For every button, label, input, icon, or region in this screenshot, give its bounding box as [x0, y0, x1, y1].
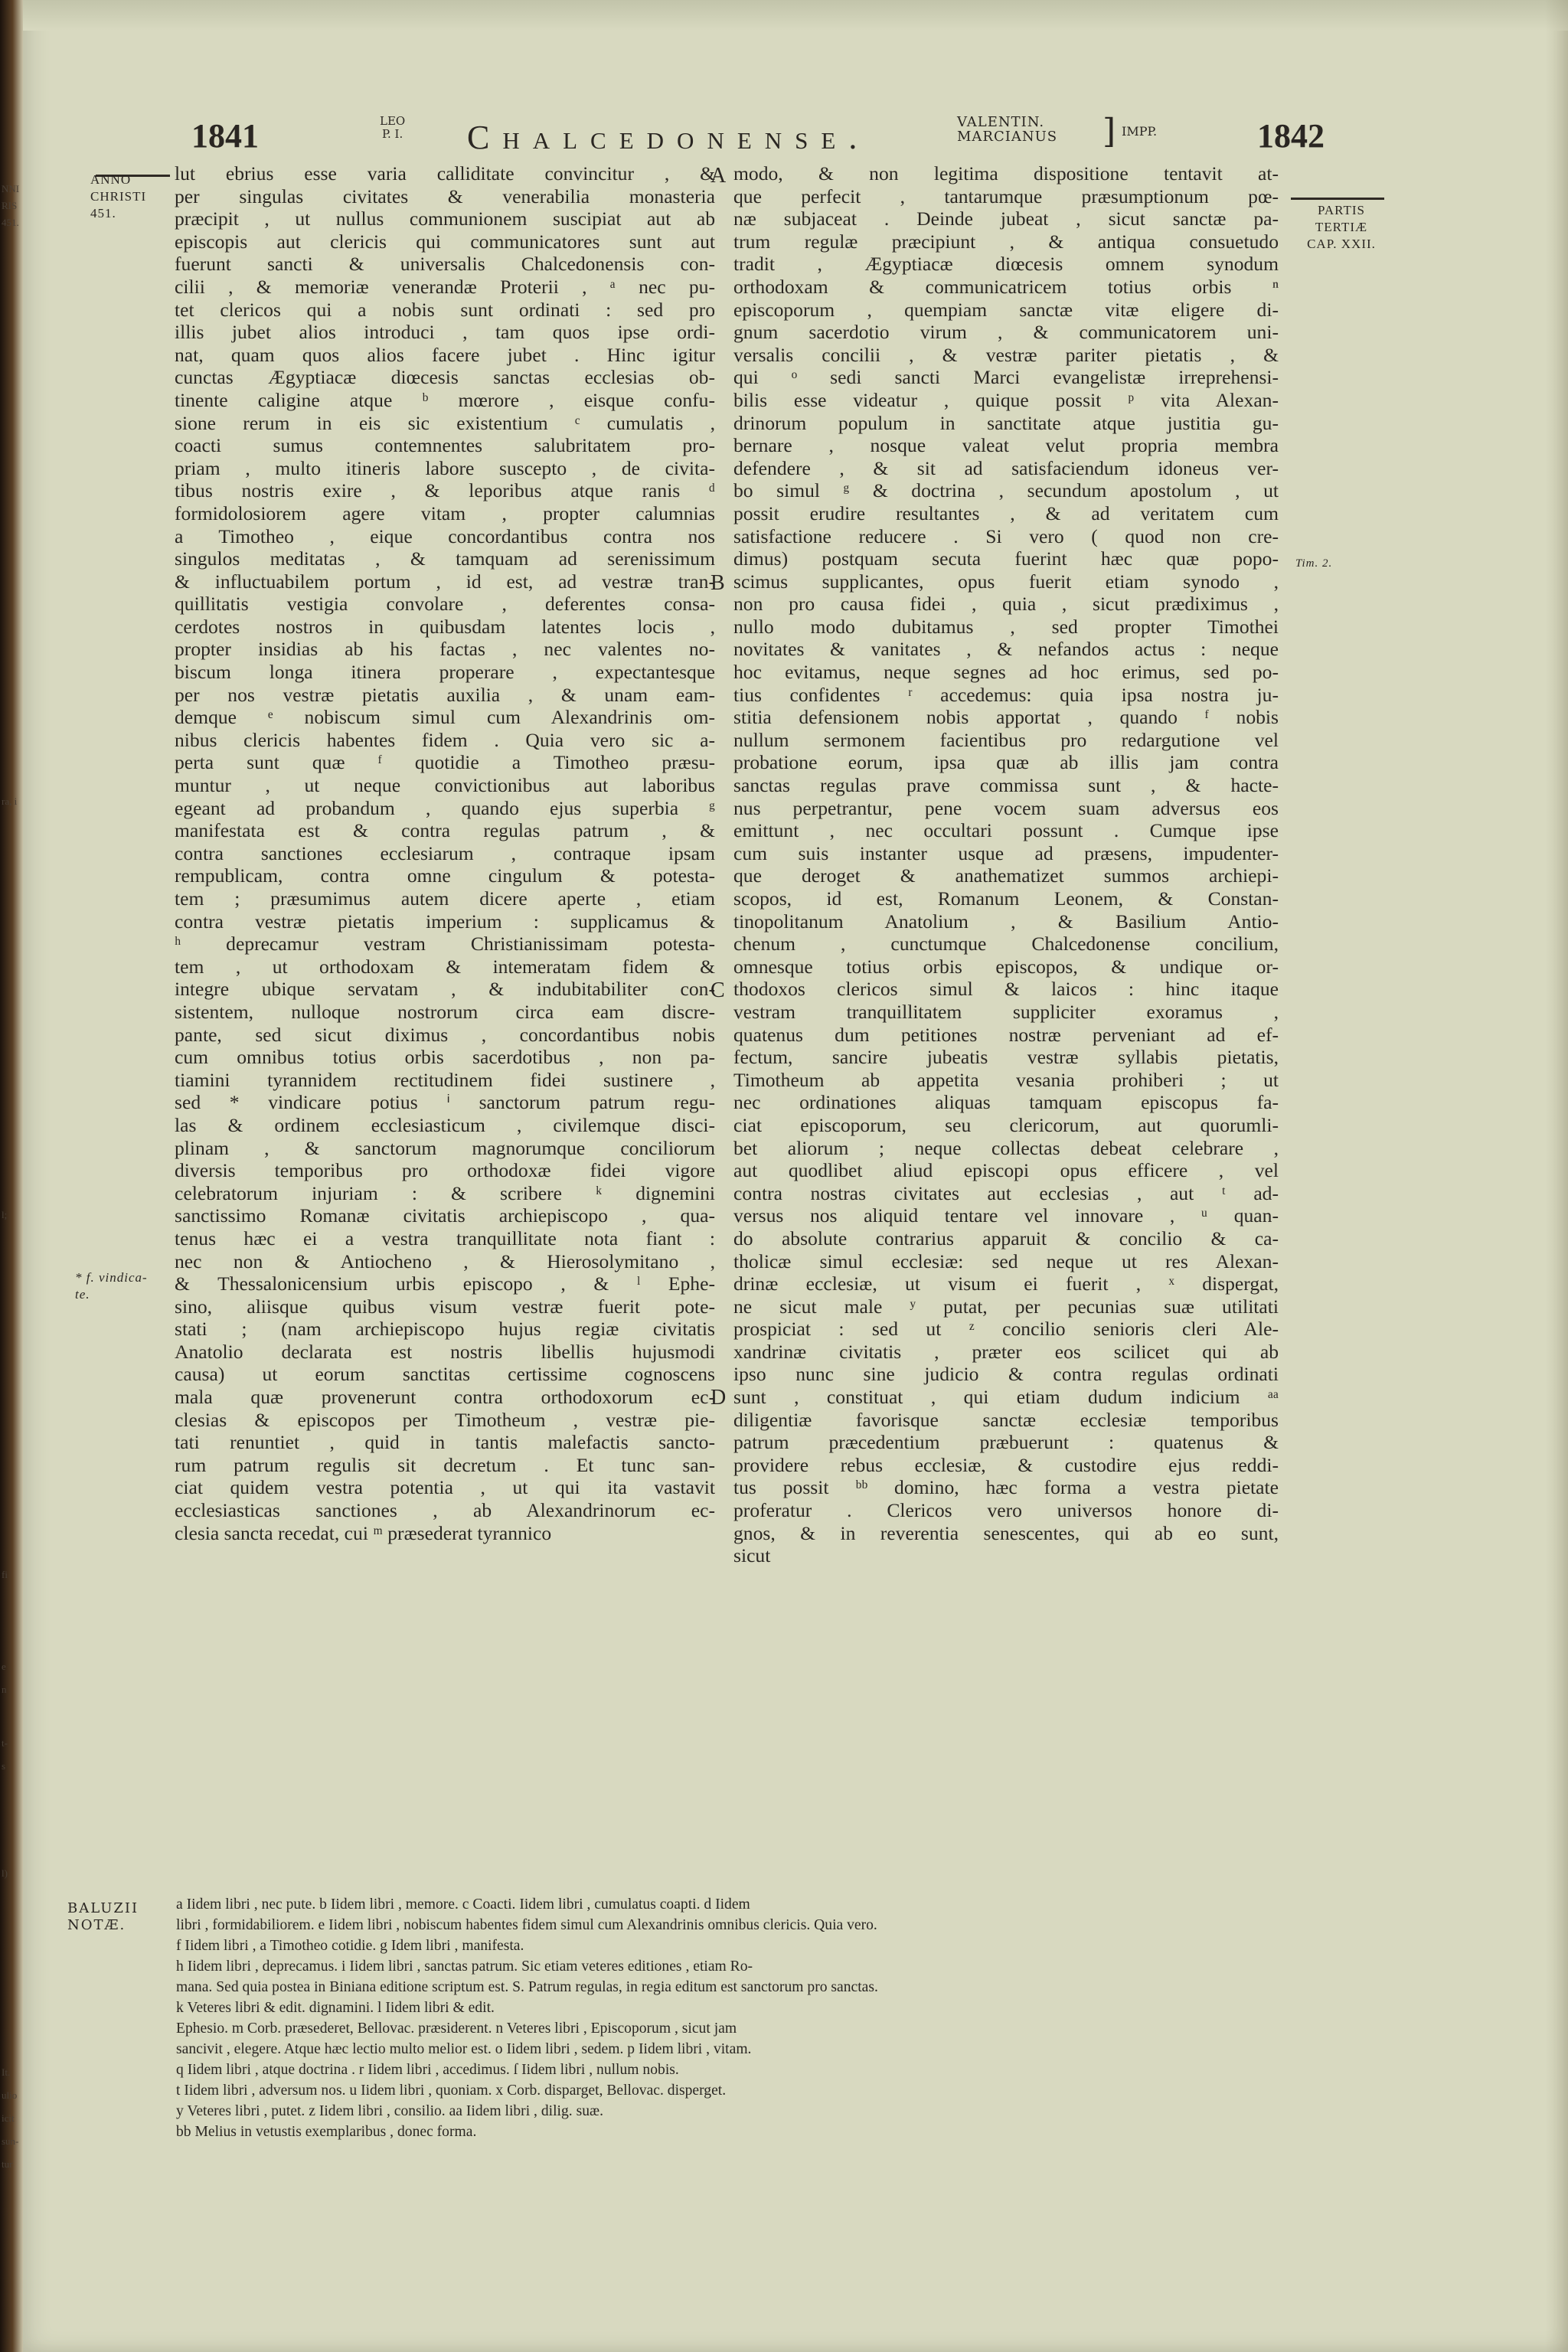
page-number-right: 1842 [1257, 117, 1325, 155]
text-line: orthodoxam & communicatricem totius orbis ⁿ [733, 275, 1279, 298]
text-line: nullo modo dubitamus , sed propter Timothei [733, 615, 1279, 638]
text-line: dimus) postquam secuta fuerint hæc quæ popo- [733, 547, 1279, 570]
text-line: probatione eorum, ipsa quæ ab illis jam contra [733, 751, 1279, 774]
left-text-column [175, 162, 715, 1544]
text-line: per singulas civitates & venerabilia monasteria [175, 185, 715, 207]
text-line: sanctissimo Romanæ civitatis archiepiscopo , qua- [175, 1204, 715, 1227]
text-line: clesias & episcopos per Timotheum , vestræ pie- [175, 1408, 715, 1431]
margin-line: * f. vindica- [75, 1270, 148, 1285]
leo-line: P. I. [381, 127, 403, 141]
text-line: celebratorum injuriam : & scribere ᵏ dignemini [175, 1181, 715, 1204]
text-line: stati ; (nam archiepiscopo hujus regiæ civitatis [175, 1318, 715, 1341]
text-line: formidolosiorem agere vitam , propter calumnias [175, 501, 715, 524]
text-line: tiamini tyrannidem rectitudinem fidei sustinere , [175, 1068, 715, 1091]
text-line: ciat episcoporum, seu clericorum, aut quorumli- [733, 1113, 1279, 1136]
text-line: Timotheum ab appetita vesania prohiberi ; ut [733, 1068, 1279, 1091]
text-line: singulos meditatas , & tamquam ad serenissimum [175, 547, 715, 570]
leo-line: LEO [380, 114, 406, 128]
spine-text: n [2, 1684, 7, 1695]
text-line: propter insidias ab his factas , nec valentes no- [175, 638, 715, 661]
notes-heading-line: NOTÆ. [67, 1917, 126, 1933]
text-line: que perfecit , tantarumque præsumptionum pœ- [733, 185, 1279, 207]
text-line: plinam , & sanctorum magnorumque conciliorum [175, 1136, 715, 1159]
text-line: fectum, sancire jubeatis vestræ syllabis pietatis, [733, 1046, 1279, 1069]
text-line: tenus hæc ei a vestra tranquillitate nota fiant : [175, 1227, 715, 1250]
text-line: proferatur . Clericos vero universos honore di- [733, 1499, 1279, 1522]
text-line: possit erudire resultantes , & ad veritatem cum [733, 501, 1279, 524]
text-line: patrum præcedentium præbuerunt : quatenus & [733, 1431, 1279, 1454]
text-line: hoc evitamus, neque segnes ad hoc erimus, sed po- [733, 661, 1279, 684]
text-line: chenum , cunctumque Chalcedonense concilium, [733, 933, 1279, 956]
text-line: las & ordinem ecclesiasticum , civilemque disci- [175, 1113, 715, 1136]
page-top-edge [23, 0, 1568, 31]
text-line: egeant ad probandum , quando ejus superbia ᵍ [175, 796, 715, 819]
text-line: episcopis aut clericis qui communicatores sunt aut [175, 230, 715, 253]
text-line: defendere , & sit ad satisfaciendum idoneus ver- [733, 456, 1279, 479]
text-line: gnum sacerdotio virum , & communicatorem uni- [733, 321, 1279, 344]
text-line: sino, aliisque quibus visum vestræ fuerit pote- [175, 1295, 715, 1318]
text-line: illis jubet alios introduci , tam quos ipse ordi- [175, 321, 715, 344]
text-line: clesia sancta recedat, cui ᵐ præsederat tyrannico [175, 1521, 552, 1544]
text-line: nat, quam quos alios facere jubet . Hinc igitur [175, 343, 715, 366]
footnote-line: mana. Sed quia postea in Biniana editione scriptum est. S. Patrum regulas, in regia editum est sanctorum pro sanctas. [176, 1979, 878, 1995]
text-line: contra sanctiones ecclesiarum , contraque ipsam [175, 841, 715, 864]
text-line: sistentem, nulloque nostrorum circa eam discre- [175, 1000, 715, 1023]
text-line: emittunt , nec occultari possunt . Cumque ipse [733, 819, 1279, 842]
section-letter: C [710, 978, 725, 1002]
footnote-line: a Iidem libri , nec pute. b Iidem libri , memore. c Coacti. Iidem libri , cumulatus coapti. d Iidem [176, 1896, 750, 1913]
section-letter: A [710, 164, 727, 188]
text-line: quatenus dum petitiones nostræ perveniant ad ef- [733, 1023, 1279, 1046]
text-line: causa) ut eorum sanctitas certissime cognoscens [175, 1363, 715, 1386]
margin-line: te. [75, 1287, 90, 1302]
text-line: trum regulæ præcipiunt , & antiqua consuetudo [733, 230, 1279, 253]
notes-heading [67, 1900, 139, 1934]
margin-line: TERTIÆ [1315, 220, 1368, 234]
text-line: nibus clericis habentes fidem . Quia vero sic a- [175, 728, 715, 751]
page-number-left: 1841 [191, 117, 259, 155]
text-line: omnesque totius orbis episcopos, & undique or- [733, 955, 1279, 978]
spine-text: e [2, 1661, 6, 1672]
margin-line: CHRISTI [90, 189, 147, 204]
emperor-line: VALENTIN. [957, 114, 1045, 130]
text-line: tinopolitanum Anatolium , & Basilium Antio- [733, 910, 1279, 933]
margin-note-tim: Tim. 2. [1295, 557, 1333, 570]
footnote-line: y Veteres libri , putet. z Iidem libri , consilio. aa Iidem libri , dilig. suæ. [176, 2103, 603, 2119]
text-line: ipso nunc sine judicio & contra regulas ordinati [733, 1363, 1279, 1386]
spine-text: ra, i [2, 796, 18, 807]
text-line: xandrinæ civitatis , præter eos scilicet qui ab [733, 1340, 1279, 1363]
text-line: satisfactione reducere . Si vero ( quod non cre- [733, 524, 1279, 547]
spine-text: icit [2, 2113, 15, 2124]
text-line: contra nostras civitates aut ecclesias , aut ᵗ ad- [733, 1181, 1279, 1204]
notes-heading-line: BALUZII [67, 1900, 139, 1916]
book-page [23, 0, 1568, 2352]
footnote-line: sancivit , elegere. Atque hæc lectio multo melior est. o Iidem libri , sedem. p Iidem libri , vitam. [176, 2041, 752, 2057]
text-line: mala quæ provenerunt contra orthodoxorum ec- [175, 1386, 715, 1409]
text-line: tati renuntiet , quid in tantis malefactis sancto- [175, 1431, 715, 1454]
text-line: a Timotheo , eique concordantibus contra nos [175, 524, 715, 547]
text-line: pante, sed sicut diximus , concordantibus nobis [175, 1023, 715, 1046]
text-line: do absolute contrarius apparuit & concilio & ca- [733, 1227, 1279, 1250]
margin-rule-right [1291, 198, 1384, 200]
spine-text: fi [2, 1570, 8, 1580]
text-line: & Thessalonicensium urbis episcopo , & ˡ Ephe- [175, 1272, 715, 1295]
text-line: cunctas Ægyptiacæ diœcesis sanctas ecclesias ob- [175, 366, 715, 389]
section-letter: D [710, 1386, 727, 1410]
text-line: ciat quidem vestra potentia , ut qui ita vastavit [175, 1476, 715, 1499]
running-head-emperors [957, 115, 1057, 144]
text-line: per nos vestræ pietatis auxilia , & unam eam- [175, 683, 715, 706]
text-line: modo, & non legitima dispositione tentavit at- [733, 162, 1279, 185]
text-line: vestram tranquillitatem suppliciter exoramus , [733, 1000, 1279, 1023]
text-line: thodoxos clericos simul & laicos : hinc itaque [733, 978, 1279, 1001]
book-spine [0, 0, 23, 2352]
text-line: nec non & Antiocheno , & Hierosolymitano , [175, 1250, 715, 1272]
text-line: non pro causa fidei , quia , sicut prædiximus , [733, 593, 1279, 616]
text-line: nec ordinationes aliquas tamquam episcopus fa- [733, 1091, 1279, 1114]
spine-text: NNI [2, 184, 20, 194]
text-line: sed * vindicare potius ⁱ sanctorum patrum regu- [175, 1091, 715, 1114]
text-line: bo simul ᵍ & doctrina , secundum apostolum , ut [733, 479, 1279, 502]
text-line: tholicæ simul ecclesiæ: sed neque ut res Alexan- [733, 1250, 1279, 1272]
footnote-line: k Veteres libri & edit. dignamini. l Iidem libri & edit. [176, 2000, 495, 2016]
text-line: bernare , nosque valeat velut propria membra [733, 434, 1279, 457]
emperor-line: MARCIANUS [957, 129, 1058, 145]
text-line: versalis concilii , & vestræ pariter pietatis , & [733, 343, 1279, 366]
footnote-line: h Iidem libri , deprecamus. i Iidem libri , sanctas patrum. Sic etiam veteres editiones , etiam Ro- [176, 1958, 753, 1975]
margin-note-partis [1295, 202, 1387, 253]
text-line: integre ubique servatam , & indubitabiliter con- [175, 978, 715, 1001]
spine-text: ulio [2, 2090, 18, 2101]
text-line: tus possit ᵇᵇ domino, hæc forma a vestra pietate [733, 1476, 1279, 1499]
running-head-leo [380, 115, 405, 141]
text-line: perta sunt quæ ᶠ quotidie a Timotheo præsu- [175, 751, 715, 774]
spine-text: l) [2, 1868, 8, 1879]
text-line: novitates & vanitates , & nefandos actus : neque [733, 638, 1279, 661]
text-line: scopos, id est, Romanum Leonem, & Constan- [733, 887, 1279, 910]
spine-text: tur [2, 2159, 13, 2170]
text-line: cerdotes nostros in quibusdam latentes locis , [175, 615, 715, 638]
margin-line: 451. [90, 206, 116, 220]
running-head-bracket: ] [1102, 112, 1116, 151]
text-line: que deroget & anathematizet summos archiepi- [733, 864, 1279, 887]
text-line: aut quodlibet aliud episcopi opus efficere , vel [733, 1159, 1279, 1182]
margin-note-vindicate [75, 1269, 167, 1303]
right-text-column [733, 162, 1279, 1567]
running-head-title: Chalcedonense. [467, 119, 871, 156]
text-line: næ subjaceat . Deinde jubeat , sicut sanctæ pa- [733, 207, 1279, 230]
text-line: cum suis instanter usque ad præsens, impudenter- [733, 841, 1279, 864]
text-line: qui ᵒ sedi sancti Marci evangelistæ irreprehensi- [733, 366, 1279, 389]
text-line: providere rebus ecclesiæ, & custodire ejus reddi- [733, 1453, 1279, 1476]
text-line: cilii , & memoriæ venerandæ Proterii , ᵃ nec pu- [175, 275, 715, 298]
text-line: & influctuabilem portum , id est, ad vestræ tran- [175, 570, 715, 593]
text-line: tem , ut orthodoxam & intemeratam fidem & [175, 955, 715, 978]
margin-line: CAP. XXII. [1307, 237, 1376, 251]
text-line: drinorum populum in sanctitate atque justitia gu- [733, 411, 1279, 434]
text-line: coacti sumus contemnentes salubritatem pro- [175, 434, 715, 457]
text-line: ecclesiasticas sanctiones , ab Alexandrinorum ec- [175, 1499, 715, 1522]
text-line: contra vestræ pietatis imperium : supplicamus & [175, 910, 715, 933]
text-line: rempublicam, contra omne cingulum & potesta- [175, 864, 715, 887]
page-edge-shade [1545, 0, 1568, 2352]
text-line: manifestata est & contra regulas patrum , & [175, 819, 715, 842]
text-line: tet clericos qui a nobis sunt ordinati : sed pro [175, 298, 715, 321]
text-line: sunt , constituat , qui etiam dudum indicium ᵃᵃ [733, 1386, 1279, 1409]
text-line: priam , multo itineris labore suscepto , de civita- [175, 456, 715, 479]
text-line: cum omnibus totius orbis sacerdotibus , non pa- [175, 1046, 715, 1069]
spine-text: s [2, 1761, 6, 1772]
text-line: bet aliorum ; neque collectas debeat celebrare , [733, 1136, 1279, 1159]
text-line: ʰ deprecamur vestram Christianissimam potesta- [175, 933, 715, 956]
text-line: lut ebrius esse varia calliditate convincitur , & [175, 162, 715, 185]
spine-text: 451. [2, 217, 19, 228]
text-line: ne sicut male ʸ putat, per pecunias suæ utilitati [733, 1295, 1279, 1318]
running-head [168, 112, 1325, 159]
text-line: gnos, & in reverentia senescentes, qui ab eo sunt, [733, 1521, 1279, 1544]
text-line: versus nos aliquid tentare vel innovare , ᵘ quan- [733, 1204, 1279, 1227]
text-line: rum patrum regulis sit decretum . Et tunc san- [175, 1453, 715, 1476]
footnote-line: t Iidem libri , adversum nos. u Iidem libri , quoniam. x Corb. disparget, Bellovac. disperget. [176, 2082, 727, 2099]
text-line: nus perpetrantur, pene vocem suam adversus eos [733, 796, 1279, 819]
text-line: fuerunt sancti & universalis Chalcedonensis con- [175, 253, 715, 276]
text-line: scimus supplicantes, opus fuerit etiam synodo , [733, 570, 1279, 593]
margin-line: ANNO [90, 172, 132, 187]
text-line: stitia defensionem nobis apportat , quando ᶠ nobis [733, 706, 1279, 729]
text-line: præcipit , ut nullus communionem suscipiat aut ab [175, 207, 715, 230]
text-line: biscum longa itinera properare , expectantesque [175, 661, 715, 684]
text-line: Anatolio declarata est nostris libellis hujusmodi [175, 1340, 715, 1363]
spine-text: It. [2, 2067, 11, 2078]
footnotes [176, 1894, 1279, 2142]
text-line: prospiciat : sed ut ᶻ concilio senioris cleri Ale- [733, 1318, 1279, 1341]
spine-text: sun- [2, 2136, 19, 2147]
text-line: tradit , Ægyptiacæ diœcesis omnem synodum [733, 253, 1279, 276]
footnote-line: Ephesio. m Corb. præsederet, Bellovac. præsiderent. n Veteres libri , Episcoporum , sicut jam [176, 2020, 737, 2037]
text-line: tius confidentes ʳ accedemus: quia ipsa nostra ju- [733, 683, 1279, 706]
running-head-impp: IMPP. [1122, 124, 1158, 139]
text-line: drinæ ecclesiæ, ut visum ei fuerit , ˣ dispergat, [733, 1272, 1279, 1295]
text-line: quillitatis vestigia convolare , deferentes consa- [175, 593, 715, 616]
text-line: diligentiæ favorisque sanctæ ecclesiæ temporibus [733, 1408, 1279, 1431]
text-line: sione rerum in eis sic existentium ᶜ cumulatis , [175, 411, 715, 434]
text-line: bilis esse videatur , quique possit ᵖ vita Alexan- [733, 388, 1279, 411]
text-line: tinente caligine atque ᵇ mœrore , eisque confu- [175, 388, 715, 411]
text-line: muntur , ut neque convictionibus aut laboribus [175, 774, 715, 797]
footnote-line: bb Melius in vetustis exemplaribus , donec forma. [176, 2124, 477, 2140]
text-line: tibus nostris exire , & leporibus atque ranis ᵈ [175, 479, 715, 502]
margin-line: PARTIS [1318, 203, 1365, 217]
text-line: episcoporum , quempiam sanctæ vitæ eligere di- [733, 298, 1279, 321]
text-line: sicut [733, 1544, 771, 1567]
text-line: diversis temporibus pro orthodoxæ fidei vigore [175, 1159, 715, 1182]
spine-text: RIS [2, 201, 18, 211]
footnote-line: q Iidem libri , atque doctrina . r Iidem libri , accedimus. ſ Iidem libri , nullum nobis. [176, 2062, 679, 2078]
spine-text: t- [2, 1738, 8, 1749]
text-line: demque ᵉ nobiscum simul cum Alexandrinis om- [175, 706, 715, 729]
footnote-line: f Iidem libri , a Timotheo cotidie. g Idem libri , manifesta. [176, 1938, 524, 1954]
margin-note-anno [90, 172, 175, 222]
text-line: tem ; præsumimus autem dicere aperte , etiam [175, 887, 715, 910]
spine-text: l; [2, 1210, 8, 1220]
section-letter: B [710, 571, 725, 595]
text-line: sanctas regulas prave commissa sunt , & hacte- [733, 774, 1279, 797]
footnote-line: libri , formidabiliorem. e Iidem libri , nobiscum habentes fidem simul cum Alexandrinis omnibus clericis. Quia vero. [176, 1917, 877, 1933]
text-line: nullum sermonem facientibus pro redargutione vel [733, 728, 1279, 751]
